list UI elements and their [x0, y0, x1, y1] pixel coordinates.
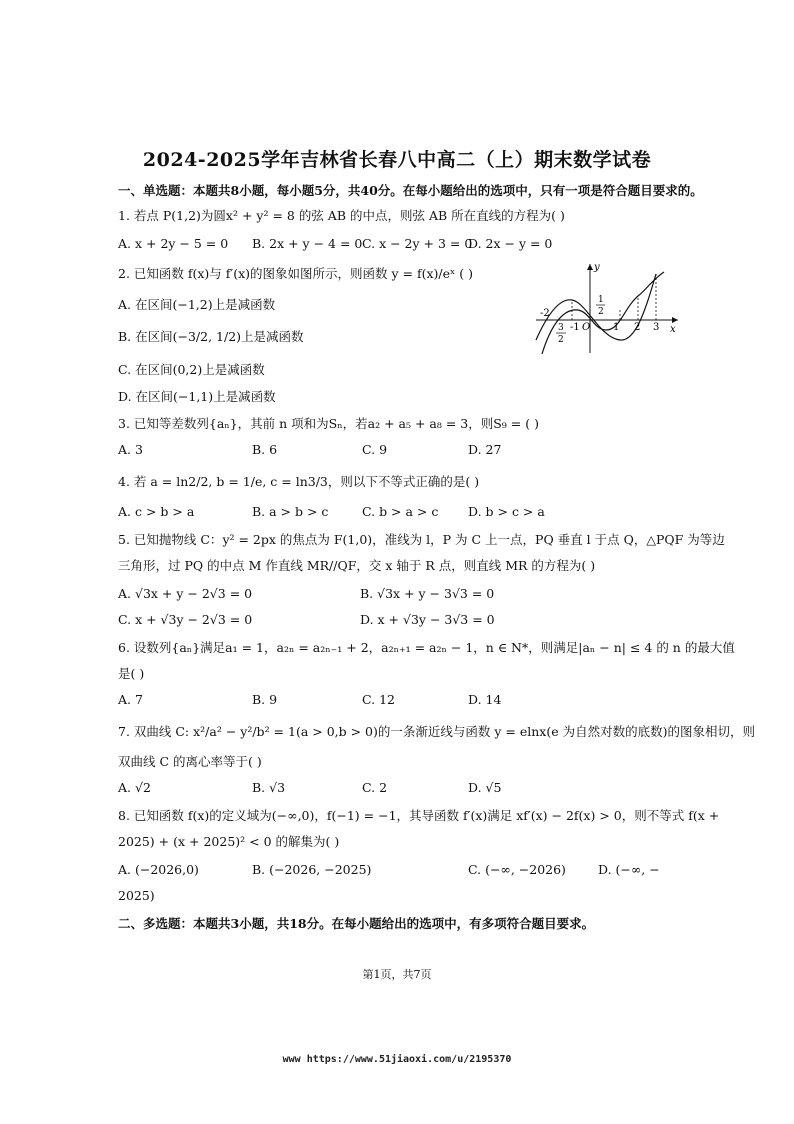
question-8-option-b: B. (−2026, −2025): [252, 862, 372, 877]
question-7-stem-line1: 7. 双曲线 C: x²/a² − y²/b² = 1(a > 0,b > 0)的一条渐近线与函数 y = elnx(e 为自然对数的底数)的图象相切，则: [118, 724, 755, 739]
question-7-stem-line2: 双曲线 C 的离心率等于( ): [118, 754, 262, 769]
question-8-option-a: A. (−2026,0): [118, 862, 199, 877]
question-3-option-a: A. 3: [118, 442, 143, 457]
question-2-option-c: C. 在区间(0,2)上是减函数: [118, 362, 265, 377]
question-1-stem: 1. 若点 P(1,2)为圆x² + y² = 8 的弦 AB 的中点，则弦 AB 所在直线的方程为( ): [118, 208, 565, 223]
graph-label-2: 2: [634, 322, 641, 333]
graph-label-neg-three-halves-num: 3: [558, 323, 564, 333]
question-1-option-b: B. 2x + y − 4 = 0: [252, 236, 363, 251]
graph-label-half-num: 1: [598, 295, 604, 305]
question-2-option-a: A. 在区间(−1,2)上是减函数: [118, 297, 276, 312]
question-2-stem: 2. 已知函数 f(x)与 f′(x)的图象如图所示，则函数 y = f(x)/eˣ ( ): [118, 266, 474, 281]
question-5-option-b: B. √3x + y − 3√3 = 0: [360, 586, 495, 601]
question-5-stem-line2: 三角形，过 PQ 的中点 M 作直线 MR//QF，交 x 轴于 R 点，则直线 MR 的方程为( ): [118, 558, 596, 573]
question-4-option-c: C. b > a > c: [362, 504, 439, 519]
question-8-option-d-continued: 2025): [118, 888, 155, 903]
section-heading-single-choice: 一、单选题：本题共8小题，每小题5分，共40分。在每小题给出的选项中，只有一项是符合题目要求的。: [118, 183, 703, 198]
function-graph-figure: [528, 258, 688, 358]
question-4-option-a: A. c > b > a: [118, 504, 195, 519]
question-8-option-d: D. (−∞, −: [598, 862, 660, 877]
question-5-option-c: C. x + √3y − 2√3 = 0: [118, 612, 253, 627]
question-4-stem: 4. 若 a = ln2/2, b = 1/e, c = ln3/3，则以下不等式正确的是( ): [118, 474, 480, 489]
question-3-option-b: B. 6: [252, 442, 278, 457]
question-4-option-d: D. b > c > a: [468, 504, 545, 519]
graph-label-neg-three-halves-den: 2: [558, 335, 564, 345]
page-title: 2024-2025学年吉林省长春八中高二（上）期末数学试卷: [142, 149, 652, 171]
question-4-option-b: B. a > b > c: [252, 504, 329, 519]
question-6-option-d: D. 14: [468, 692, 502, 707]
graph-label-3: 3: [653, 322, 660, 333]
page-footer: 第1页，共7页: [362, 968, 432, 981]
question-7-option-c: C. 2: [362, 780, 388, 795]
question-8-option-c: C. (−∞, −2026): [468, 862, 566, 877]
question-3-option-d: D. 27: [468, 442, 502, 457]
section-heading-multiple-choice: 二、多选题：本题共3小题，共18分。在每小题给出的选项中，有多项符合题目要求。: [118, 916, 595, 931]
graph-label-half-den: 2: [598, 307, 604, 317]
question-8-stem-line2: 2025) + (x + 2025)² < 0 的解集为( ): [118, 834, 340, 849]
question-7-option-a: A. √2: [118, 780, 151, 795]
graph-label-neg1: -1: [570, 322, 580, 333]
question-8-stem-line1: 8. 已知函数 f(x)的定义域为(−∞,0)，f(−1) = −1，其导函数 f′(x)满足 xf′(x) − 2f(x) > 0，则不等式 f(x +: [118, 808, 720, 823]
question-2-option-d: D. 在区间(−1,1)上是减函数: [118, 389, 276, 404]
question-2-option-b: B. 在区间(−3/2, 1/2)上是减函数: [118, 329, 304, 344]
graph-label-origin: O: [582, 322, 591, 333]
question-6-option-b: B. 9: [252, 692, 278, 707]
question-7-option-b: B. √3: [252, 780, 286, 795]
source-url[interactable]: www https://www.51jiaoxi.com/u/2195370: [282, 1054, 512, 1065]
question-7-option-d: D. √5: [468, 780, 502, 795]
question-5-option-a: A. √3x + y − 2√3 = 0: [118, 586, 253, 601]
question-6-stem-line1: 6. 设数列{aₙ}满足a₁ = 1，a₂ₙ = a₂ₙ₋₁ + 2，a₂ₙ₊₁ = a₂ₙ − 1，n ∈ N*，则满足|aₙ − n| ≤ 4 的 n 的最大值: [118, 640, 735, 655]
question-3-stem: 3. 已知等差数列{aₙ}，其前 n 项和为Sₙ，若a₂ + a₅ + a₈ = 3，则S₉ = ( ): [118, 416, 539, 431]
question-5-option-d: D. x + √3y − 3√3 = 0: [360, 612, 495, 627]
graph-label-x: x: [670, 324, 676, 335]
question-1-option-d: D. 2x − y = 0: [468, 236, 553, 251]
graph-label-neg2: -2: [540, 308, 550, 319]
question-5-stem-line1: 5. 已知抛物线 C：y² = 2px 的焦点为 F(1,0)，准线为 l，P 为 C 上一点，PQ 垂直 l 于点 Q，△PQF 为等边: [118, 532, 725, 547]
question-1-option-c: C. x − 2y + 3 = 0: [362, 236, 473, 251]
question-1-option-a: A. x + 2y − 5 = 0: [118, 236, 229, 251]
question-6-option-a: A. 7: [118, 692, 143, 707]
graph-label-1: 1: [613, 322, 620, 333]
question-6-option-c: C. 12: [362, 692, 395, 707]
graph-label-y: y: [594, 262, 600, 273]
question-6-stem-line2: 是( ): [118, 666, 145, 681]
question-3-option-c: C. 9: [362, 442, 388, 457]
